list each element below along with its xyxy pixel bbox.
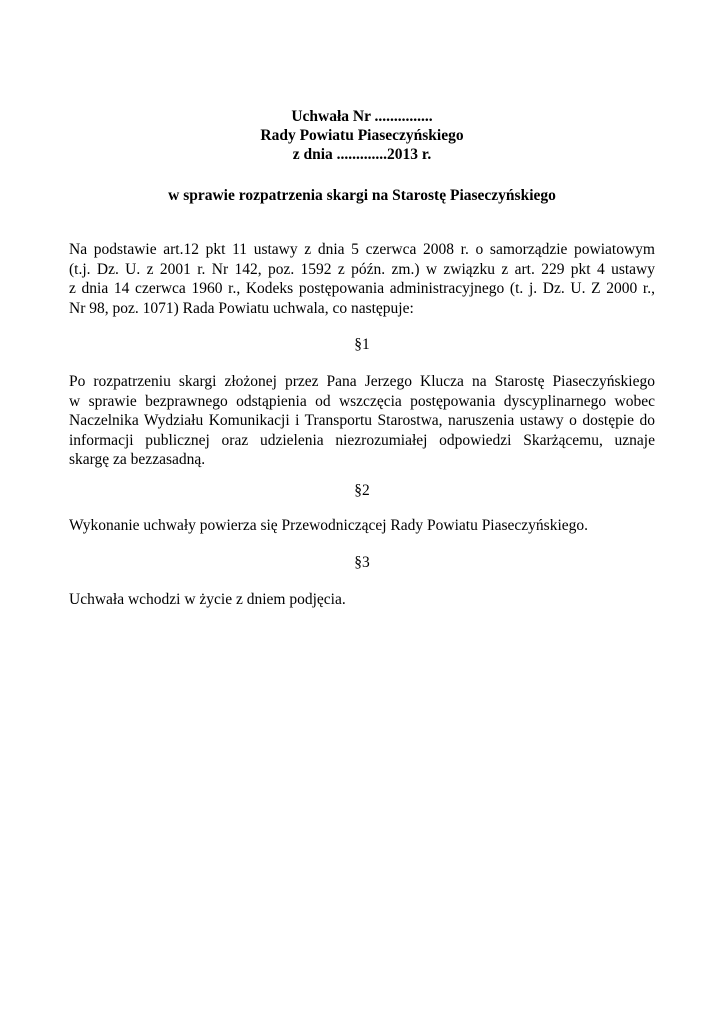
resolution-subject: w sprawie rozpatrzenia skargi na Starostę Piaseczyńskiego (168, 187, 556, 204)
preamble-paragraph (69, 240, 655, 318)
section-1-line: w sprawie bezprawnego odstąpienia od wszczęcia postępowania dyscyplinarnego wobec (69, 392, 655, 410)
section-1-mark: §1 (354, 336, 370, 353)
section-1-paragraph (69, 372, 655, 470)
section-1-line: informacji publicznej oraz udzielenia niezrozumiałej odpowiedzi Skarżącemu, uznaje (69, 431, 655, 449)
section-3-mark: §3 (354, 554, 370, 571)
preamble-line: z dnia 14 czerwca 1960 r., Kodeks postępowania administracyjnego (t. j. Dz. U. Z 2000 r., (69, 280, 655, 297)
section-2-paragraph (69, 516, 655, 536)
section-3-paragraph (69, 590, 655, 610)
council-name: Rady Powiatu Piaseczyńskiego (260, 127, 464, 144)
section-2-line: Wykonanie uchwały powierza się Przewodniczącej Rady Powiatu Piaseczyńskiego. (69, 517, 589, 534)
document-header (0, 107, 724, 164)
resolution-number: Uchwała Nr ............... (291, 108, 433, 125)
section-1-line: skargę za bezzasadną. (69, 451, 206, 468)
section-3-line: Uchwała wchodzi w życie z dniem podjęcia. (69, 591, 346, 608)
section-2-mark: §2 (354, 482, 370, 499)
resolution-date: z dnia .............2013 r. (292, 146, 432, 163)
preamble-line: Nr 98, poz. 1071) Rada Powiatu uchwala, co następuje: (69, 299, 414, 317)
section-1-line: Po rozpatrzeniu skargi złożonej przez Pana Jerzego Klucza na Starostę Piaseczyńskiego (69, 373, 655, 390)
preamble-line: Na podstawie art.12 pkt 11 ustawy z dnia 5 czerwca 2008 r. o samorządzie powiatowym (69, 241, 655, 258)
section-1-line: Naczelnika Wydziału Komunikacji i Transportu Starostwa, naruszenia ustawy o dostępie do (69, 412, 655, 429)
preamble-line: (t.j. Dz. U. z 2001 r. Nr 142, poz. 1592 z późn. zm.) w związku z art. 229 pkt 4 ustawy (69, 260, 655, 278)
